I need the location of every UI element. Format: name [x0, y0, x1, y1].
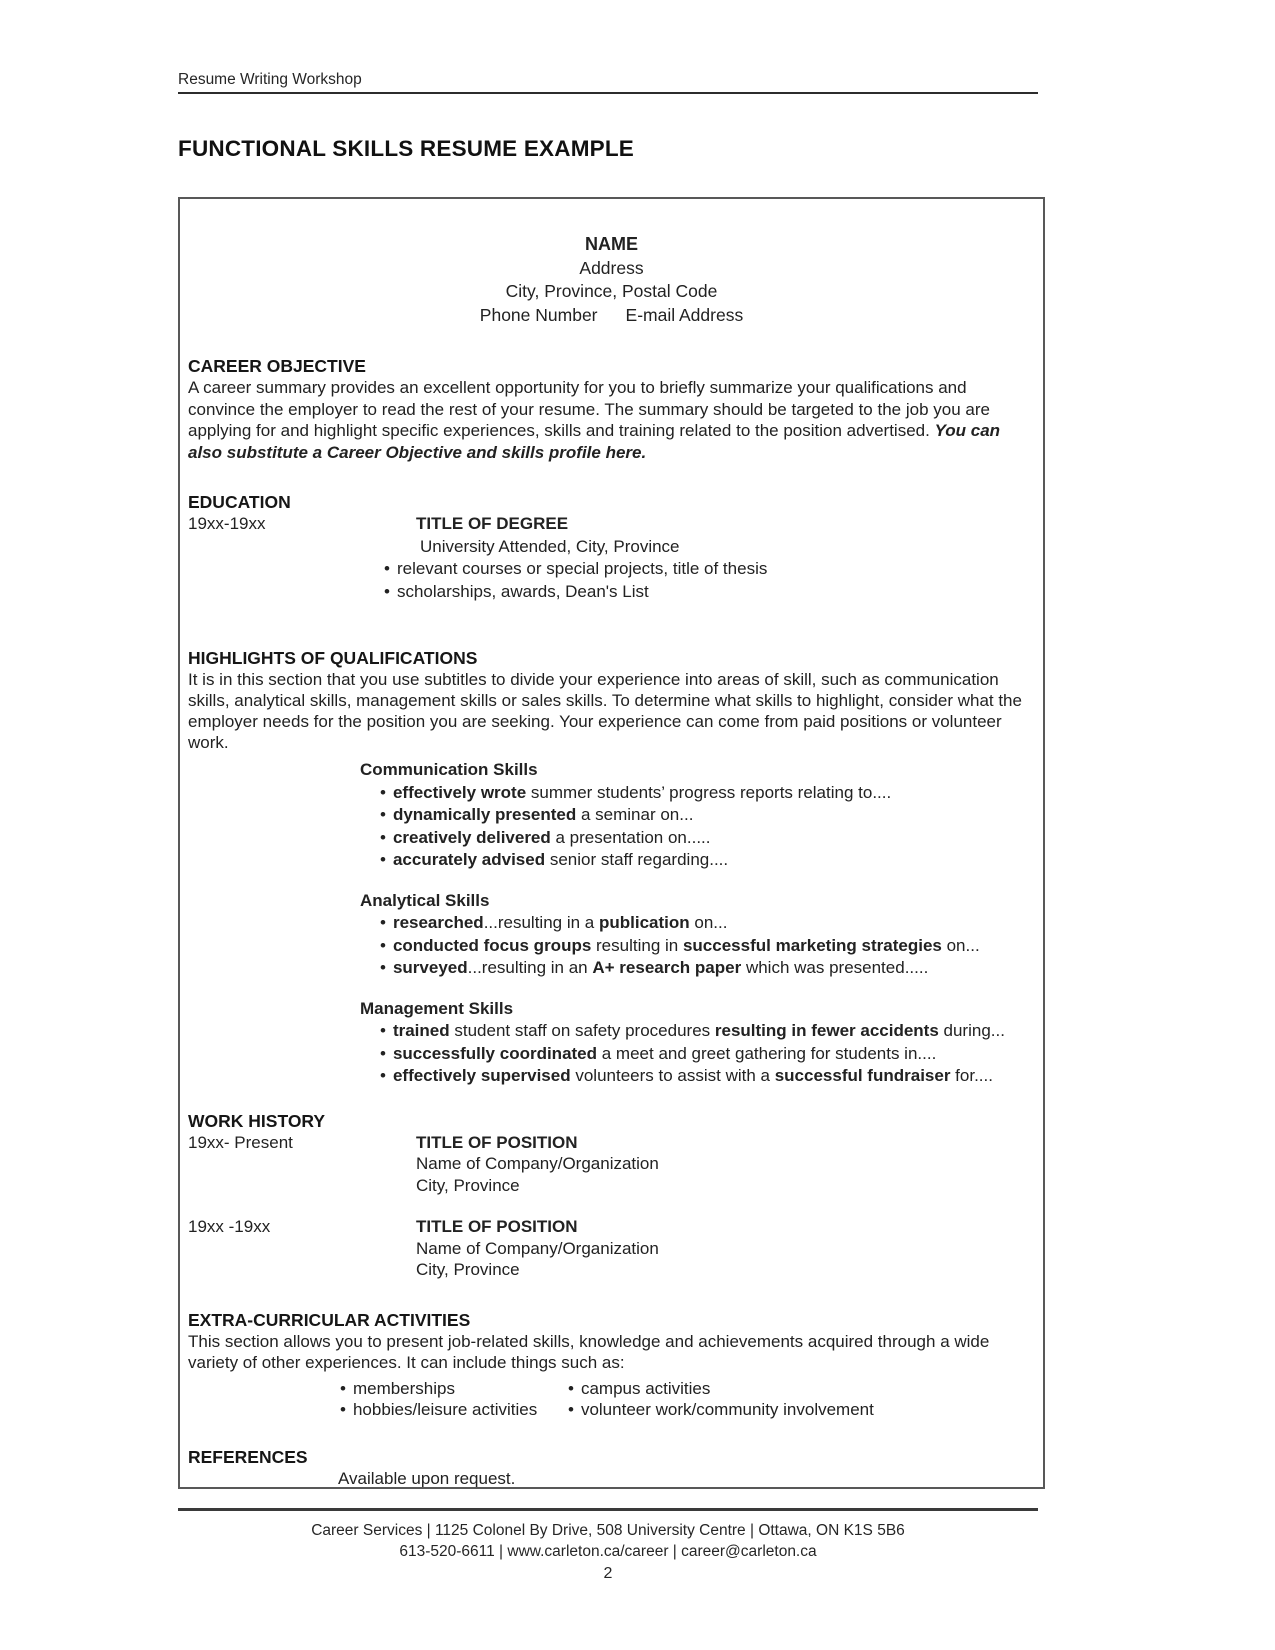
skill-group — [188, 998, 1035, 1088]
bullet-icon: • — [380, 1066, 386, 1085]
education-bullet-list — [188, 558, 1035, 603]
bullet-icon: • — [384, 559, 390, 578]
work-entry — [188, 1216, 1035, 1281]
extra-curricular-heading: EXTRA-CURRICULAR ACTIVITIES — [188, 1309, 471, 1330]
section-extra-curricular — [188, 1309, 1035, 1420]
bullet-text: relevant courses or special projects, title of thesis — [396, 559, 768, 578]
text-segment: a seminar on... — [576, 805, 694, 824]
bullet-text: volunteer work/community involvement — [580, 1399, 874, 1419]
text-segment: You can also substitute a Career Objective and skills profile here. — [188, 421, 1001, 462]
work-history-heading: WORK HISTORY — [188, 1110, 326, 1131]
work-entry-period: 19xx- Present — [188, 1132, 293, 1152]
bullet-icon: • — [380, 913, 386, 932]
work-entry-company: Name of Company/Organization — [416, 1154, 659, 1173]
work-entry-position-title: TITLE OF POSITION — [416, 1217, 578, 1236]
bullet-text — [393, 828, 711, 847]
bullet-item — [188, 1043, 1035, 1066]
skill-group-title: Communication Skills — [360, 760, 538, 779]
section-references — [188, 1446, 1035, 1490]
bullet-item — [188, 957, 1035, 980]
work-entry-company: Name of Company/Organization — [416, 1238, 659, 1258]
bullet-item — [568, 1378, 710, 1399]
bullet-item — [188, 912, 1035, 935]
section-work-history — [188, 1110, 1035, 1281]
skill-group-list — [188, 759, 1035, 1088]
education-degree-row — [188, 513, 1035, 536]
work-entry-period: 19xx -19xx — [188, 1217, 271, 1236]
skill-group-title: Management Skills — [360, 998, 514, 1018]
text-segment: successful marketing strategies — [682, 935, 942, 955]
bullet-text: campus activities — [580, 1378, 711, 1398]
section-highlights — [188, 647, 1035, 1088]
bullet-icon: • — [340, 1399, 346, 1419]
text-segment: surveyed — [392, 958, 468, 977]
bullet-text: scholarships, awards, Dean's List — [396, 581, 649, 601]
bullet-item — [340, 1378, 568, 1399]
bullet-text — [393, 936, 980, 955]
education-degree-title: TITLE OF DEGREE — [416, 514, 569, 533]
bullet-text — [393, 1066, 993, 1085]
contact-city-line: City, Province, Postal Code — [505, 281, 718, 301]
references-heading: REFERENCES — [188, 1446, 308, 1467]
bullet-icon: • — [380, 782, 386, 802]
work-entry-title-row — [188, 1132, 1035, 1154]
running-header — [178, 70, 1038, 94]
work-entry-list — [188, 1132, 1035, 1281]
text-segment: senior staff regarding.... — [545, 850, 729, 869]
footer-address-line: Career Services | 1125 Colonel By Drive, 508 University Centre | Ottawa, ON K1S 5B6 — [311, 1522, 905, 1539]
work-entry-city: City, Province — [416, 1175, 520, 1195]
skill-group — [188, 759, 1035, 872]
contact-name: NAME — [585, 234, 638, 254]
bullet-text — [393, 805, 693, 824]
highlights-heading: HIGHLIGHTS OF QUALIFICATIONS — [188, 648, 478, 668]
bullet-text — [393, 783, 891, 802]
text-segment: which was presented..... — [741, 958, 929, 977]
text-segment: successful fundraiser — [774, 1066, 951, 1085]
bullet-item — [340, 1399, 568, 1420]
text-segment: summer students’ progress reports relating to.... — [526, 782, 892, 802]
text-segment: resulting in fewer accidents — [714, 1021, 939, 1040]
section-career-objective — [188, 355, 1035, 463]
bullet-item — [188, 581, 1035, 604]
text-segment: trained — [392, 1021, 450, 1040]
page-footer — [178, 1508, 1038, 1584]
resume-example-box — [178, 197, 1045, 1489]
bullet-text — [393, 1021, 1005, 1040]
section-education — [188, 491, 1035, 603]
text-segment: volunteers to assist with a — [570, 1066, 775, 1085]
highlights-intro: It is in this section that you use subtitles to divide your experience into areas of skill, such as communication skills, analytical skills, management skills or sales skills. To determine what skills to highlight, consider what the employer needs for the position you are seeking. Your experience can come from paid positions or volunteer work. — [188, 670, 1022, 752]
education-period: 19xx-19xx — [188, 514, 266, 533]
bullet-icon: • — [340, 1378, 346, 1398]
work-entry-title-row — [188, 1216, 1035, 1238]
text-segment: on... — [941, 935, 980, 955]
bullet-icon: • — [568, 1378, 574, 1398]
extra-bullet-row — [188, 1378, 1035, 1399]
bullet-item — [568, 1399, 874, 1420]
text-segment: effectively wrote — [392, 782, 527, 802]
page-content — [178, 0, 1038, 1489]
bullet-text — [393, 850, 728, 869]
text-segment: during... — [938, 1021, 1005, 1040]
education-school: University Attended, City, Province — [420, 536, 680, 556]
contact-phone: Phone Number — [479, 304, 598, 325]
bullet-item — [188, 782, 1035, 805]
bullet-item — [188, 849, 1035, 872]
career-objective-paragraph — [188, 377, 1035, 463]
text-segment: creatively delivered — [392, 827, 551, 847]
contact-email: E-mail Address — [625, 304, 744, 325]
references-text: Available upon request. — [338, 1468, 516, 1488]
text-segment: for.... — [950, 1066, 993, 1085]
bullet-icon: • — [380, 935, 386, 955]
work-entry-city: City, Province — [416, 1260, 520, 1279]
text-segment: a presentation on..... — [550, 827, 711, 847]
bullet-text: memberships — [352, 1378, 455, 1398]
bullet-text — [393, 913, 728, 932]
text-segment: A+ research paper — [592, 958, 742, 977]
bullet-text — [393, 1044, 936, 1063]
work-entry — [188, 1132, 1035, 1197]
footer-contact-line: 613-520-6611 | www.carleton.ca/career | career@carleton.ca — [399, 1543, 817, 1560]
bullet-icon: • — [380, 805, 386, 824]
bullet-icon: • — [568, 1399, 574, 1419]
bullet-item — [188, 804, 1035, 827]
skill-group — [188, 890, 1035, 980]
text-segment: ...resulting in a — [483, 913, 599, 932]
contact-block — [188, 199, 1035, 327]
text-segment: effectively supervised — [392, 1066, 571, 1085]
text-segment: a meet and greet gathering for students in.... — [597, 1043, 937, 1063]
education-heading: EDUCATION — [188, 492, 291, 512]
text-segment: on... — [689, 913, 728, 932]
extra-bullet-row — [188, 1399, 1035, 1420]
bullet-item — [188, 827, 1035, 850]
bullet-item — [188, 935, 1035, 958]
work-entry-position-title: TITLE OF POSITION — [416, 1132, 578, 1152]
text-segment: resulting in — [591, 935, 683, 955]
text-segment: researched — [392, 913, 484, 932]
text-segment: conducted focus groups — [392, 935, 592, 955]
bullet-item — [188, 1020, 1035, 1043]
bullet-item — [188, 1065, 1035, 1088]
text-segment: A career summary provides an excellent opportunity for you to briefly summarize your qualifications and convince the employer to read the rest of your resume. The summary should be targeted to the job you are applying for and highlight specific experiences, skills and training related to the position advertised. — [188, 378, 990, 440]
bullet-icon: • — [380, 1021, 386, 1040]
page-number: 2 — [603, 1565, 613, 1582]
bullet-icon: • — [380, 850, 386, 869]
career-objective-heading: CAREER OBJECTIVE — [188, 356, 366, 376]
extra-curricular-intro: This section allows you to present job-related skills, knowledge and achievements acquired through a wide variety of other experiences. It can include things such as: — [188, 1331, 990, 1372]
bullet-icon: • — [380, 827, 386, 847]
bullet-item — [188, 558, 1035, 581]
text-segment: dynamically presented — [392, 805, 577, 824]
bullet-icon: • — [380, 958, 386, 977]
extra-curricular-bullet-grid — [188, 1378, 1035, 1420]
text-segment: ...resulting in an — [467, 958, 593, 977]
bullet-icon: • — [384, 581, 390, 601]
bullet-text — [393, 958, 928, 977]
text-segment: accurately advised — [392, 850, 546, 869]
contact-phone-email-line — [188, 304, 1035, 328]
page-title: FUNCTIONAL SKILLS RESUME EXAMPLE — [178, 136, 635, 161]
bullet-text: hobbies/leisure activities — [352, 1399, 538, 1419]
bullet-icon: • — [380, 1043, 386, 1063]
text-segment: student staff on safety procedures — [449, 1021, 715, 1040]
skill-group-title: Analytical Skills — [360, 890, 490, 910]
text-segment: publication — [598, 913, 690, 932]
running-header-text: Resume Writing Workshop — [178, 71, 362, 88]
contact-address: Address — [579, 257, 644, 278]
text-segment: successfully coordinated — [392, 1043, 598, 1063]
